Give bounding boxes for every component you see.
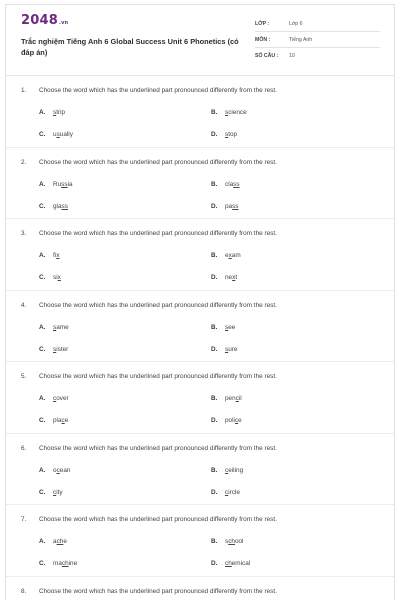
option-letter: B. [211, 252, 218, 259]
option-word [225, 560, 250, 567]
underlined-part: s [225, 345, 229, 353]
question-item [6, 505, 395, 577]
option-letter: C. [39, 488, 46, 496]
question-list [6, 76, 395, 600]
answer-option-a[interactable] [39, 538, 67, 545]
logo-suffix: .vn [58, 20, 69, 26]
option-letter: A. [39, 466, 46, 474]
option-letter: A. [39, 395, 46, 402]
option-letter: C. [39, 202, 46, 210]
option-letter: C. [39, 131, 46, 138]
word-suffix: over [56, 395, 69, 402]
answer-option-d[interactable] [211, 417, 242, 424]
question-item [6, 76, 395, 148]
underlined-part: c [53, 395, 57, 402]
option-word [53, 181, 73, 188]
word-suffix: trip [56, 109, 66, 116]
quiz-meta [255, 16, 380, 64]
word-suffix: ually [59, 131, 73, 138]
option-letter: A. [39, 180, 46, 188]
word-suffix: t [235, 274, 238, 281]
word-suffix: e [238, 417, 242, 424]
option-letter: B. [211, 395, 218, 402]
underlined-part: ch [56, 538, 64, 545]
answer-option-a[interactable] [39, 395, 69, 402]
answer-option-d[interactable] [211, 489, 240, 496]
option-word [225, 324, 235, 331]
answer-option-c[interactable] [39, 346, 68, 353]
question-text: Choose the word which has the underlined part pronounced differently from the rest. [39, 516, 277, 523]
underlined-part: c [235, 395, 239, 402]
question-number: 4. [21, 301, 27, 309]
word-suffix: emical [231, 560, 251, 567]
option-word [53, 538, 67, 545]
question-number: 3. [21, 230, 27, 237]
logo-text: 2048 [21, 13, 58, 28]
word-suffix: cience [228, 109, 247, 116]
underlined-part: s [53, 345, 57, 353]
meta-value: Tiếng Anh [289, 37, 313, 43]
word-prefix: a [53, 538, 57, 545]
option-letter: D. [211, 417, 218, 424]
word-suffix: ame [56, 323, 69, 331]
underlined-part: ch [228, 538, 235, 545]
option-letter: C. [39, 345, 46, 353]
underlined-part: ss [232, 202, 239, 210]
answer-option-b[interactable] [211, 109, 247, 116]
option-word [53, 417, 68, 424]
question-number: 1. [21, 87, 27, 94]
option-word [225, 538, 243, 545]
option-word [225, 131, 237, 138]
question-text: Choose the word which has the underlined part pronounced differently from the rest. [39, 587, 277, 595]
answer-option-b[interactable] [211, 395, 242, 402]
question-text: Choose the word which has the underlined part pronounced differently from the rest. [39, 230, 277, 237]
underlined-part: x [232, 274, 236, 281]
option-word [53, 203, 68, 210]
underlined-part: c [225, 466, 229, 474]
answer-option-a[interactable] [39, 467, 70, 474]
option-letter: D. [211, 131, 218, 138]
question-item [6, 291, 395, 363]
underlined-part: s [225, 323, 229, 331]
question-item [6, 148, 395, 220]
underlined-part: c [56, 466, 60, 474]
answer-option-c[interactable] [39, 417, 68, 424]
answer-option-c[interactable] [39, 274, 61, 281]
word-prefix: u [53, 131, 57, 138]
option-letter: D. [211, 560, 218, 567]
option-letter: B. [211, 323, 218, 331]
option-letter: D. [211, 488, 218, 496]
option-letter: D. [211, 202, 218, 210]
option-word [53, 324, 69, 331]
option-word [225, 203, 239, 210]
question-item [6, 434, 395, 506]
option-word [225, 274, 237, 281]
underlined-part: s [225, 109, 229, 116]
underlined-part: ss [233, 180, 240, 188]
option-letter: C. [39, 274, 46, 281]
underlined-part: s [225, 131, 229, 138]
word-prefix: poli [225, 417, 235, 424]
option-letter: A. [39, 323, 46, 331]
answer-option-a[interactable] [39, 324, 69, 331]
meta-label: LỚP : [255, 21, 270, 27]
answer-option-b[interactable] [211, 467, 243, 474]
option-word [53, 560, 77, 567]
underlined-part: c [61, 417, 65, 424]
underlined-part: x [228, 252, 232, 259]
underlined-part: x [57, 274, 61, 281]
word-prefix: si [53, 274, 58, 281]
option-letter: B. [211, 180, 218, 188]
option-letter: B. [211, 466, 218, 474]
answer-option-d[interactable] [211, 203, 239, 210]
answer-option-c[interactable] [39, 203, 68, 210]
word-prefix: Ru [53, 180, 62, 188]
question-number: 7. [21, 516, 27, 523]
meta-row-grade [255, 16, 380, 32]
option-word [53, 252, 59, 259]
option-letter: C. [39, 560, 46, 567]
word-suffix: e [64, 417, 69, 424]
option-word [53, 274, 61, 281]
answer-option-a[interactable] [39, 109, 65, 116]
word-prefix: ne [225, 274, 233, 281]
option-word [225, 395, 242, 402]
answer-option-d[interactable] [211, 274, 237, 281]
answer-option-b[interactable] [211, 252, 241, 259]
option-word [225, 417, 242, 424]
word-suffix: ean [59, 466, 71, 474]
question-item [6, 219, 395, 291]
underlined-part: ch [225, 560, 232, 567]
underlined-part: x [56, 252, 60, 259]
meta-row-question-count [255, 48, 380, 64]
question-text: Choose the word which has the underlined part pronounced differently from the rest. [39, 158, 277, 166]
question-number: 2. [21, 158, 27, 166]
quiz-page [5, 4, 395, 600]
question-text: Choose the word which has the underlined part pronounced differently from the rest. [39, 87, 277, 94]
word-suffix: ircle [228, 488, 240, 496]
answer-option-b[interactable] [211, 181, 240, 188]
underlined-part: c [225, 488, 229, 496]
meta-value: 10 [289, 53, 295, 59]
word-prefix: pa [225, 202, 233, 210]
option-word [53, 467, 70, 474]
option-letter: B. [211, 109, 218, 116]
answer-option-c[interactable] [39, 131, 73, 138]
question-number: 5. [21, 373, 27, 380]
word-suffix: ia [67, 180, 73, 188]
option-word [53, 131, 73, 138]
answer-option-d[interactable] [211, 131, 237, 138]
word-prefix: gla [53, 202, 62, 210]
question-text: Choose the word which has the underlined part pronounced differently from the rest. [39, 373, 277, 380]
page-title: Trắc nghiệm Tiếng Anh 6 Global Success Unit 6 Phonetics (có đáp án) [21, 37, 239, 57]
word-suffix: top [228, 131, 238, 138]
underlined-part: s [53, 109, 57, 116]
answer-option-c[interactable] [39, 489, 63, 496]
option-word [225, 109, 247, 116]
option-letter: A. [39, 538, 46, 545]
word-prefix: pla [53, 417, 62, 424]
option-letter: D. [211, 345, 218, 353]
word-prefix: e [225, 252, 229, 259]
word-suffix: e [63, 538, 67, 545]
question-number: 8. [21, 587, 27, 595]
site-logo[interactable] [21, 13, 68, 28]
option-word [53, 109, 65, 116]
question-item [6, 577, 395, 600]
option-letter: B. [211, 538, 218, 545]
word-suffix: ister [56, 345, 69, 353]
word-prefix: pen [225, 395, 236, 402]
underlined-part: ss [61, 180, 68, 188]
underlined-part: s [53, 323, 57, 331]
option-letter: A. [39, 252, 46, 259]
question-text: Choose the word which has the underlined part pronounced differently from the rest. [39, 301, 277, 309]
answer-option-b[interactable] [211, 538, 243, 545]
option-word [225, 489, 240, 496]
option-word [225, 346, 237, 353]
option-letter: A. [39, 109, 46, 116]
underlined-part: ch [61, 560, 69, 567]
word-suffix: il [238, 395, 242, 402]
underlined-part: s [56, 131, 60, 138]
answer-option-b[interactable] [211, 324, 235, 331]
word-prefix: o [53, 466, 57, 474]
page-header [6, 5, 394, 76]
answer-option-a[interactable] [39, 181, 73, 188]
word-suffix: ee [228, 323, 236, 331]
word-suffix: ity [56, 488, 63, 496]
word-prefix: ma [53, 560, 62, 567]
option-word [225, 467, 243, 474]
meta-value: Lớp 6 [289, 21, 303, 27]
word-prefix: fi [53, 252, 57, 259]
underlined-part: c [53, 488, 57, 496]
option-word [53, 346, 68, 353]
meta-label: MÔN : [255, 37, 271, 43]
option-word [53, 489, 63, 496]
word-suffix: ool [234, 538, 244, 545]
word-prefix: cla [225, 180, 234, 188]
answer-option-d[interactable] [211, 346, 237, 353]
word-suffix: ure [228, 345, 238, 353]
word-prefix: s [225, 538, 229, 545]
answer-option-d[interactable] [211, 560, 250, 567]
underlined-part: c [234, 417, 239, 424]
option-letter: C. [39, 417, 46, 424]
meta-row-subject [255, 32, 380, 48]
word-suffix: ine [68, 560, 78, 567]
option-word [225, 181, 240, 188]
underlined-part: ss [61, 202, 68, 210]
answer-option-c[interactable] [39, 560, 77, 567]
question-number: 6. [21, 444, 27, 452]
meta-label: SỐ CÂU : [255, 53, 279, 59]
question-text: Choose the word which has the underlined part pronounced differently from the rest. [39, 444, 277, 452]
question-item [6, 362, 395, 434]
word-suffix: am [231, 252, 241, 259]
answer-option-a[interactable] [39, 252, 59, 259]
option-word [53, 395, 69, 402]
word-suffix: eiling [228, 466, 244, 474]
option-letter: D. [211, 274, 218, 281]
option-word [225, 252, 241, 259]
